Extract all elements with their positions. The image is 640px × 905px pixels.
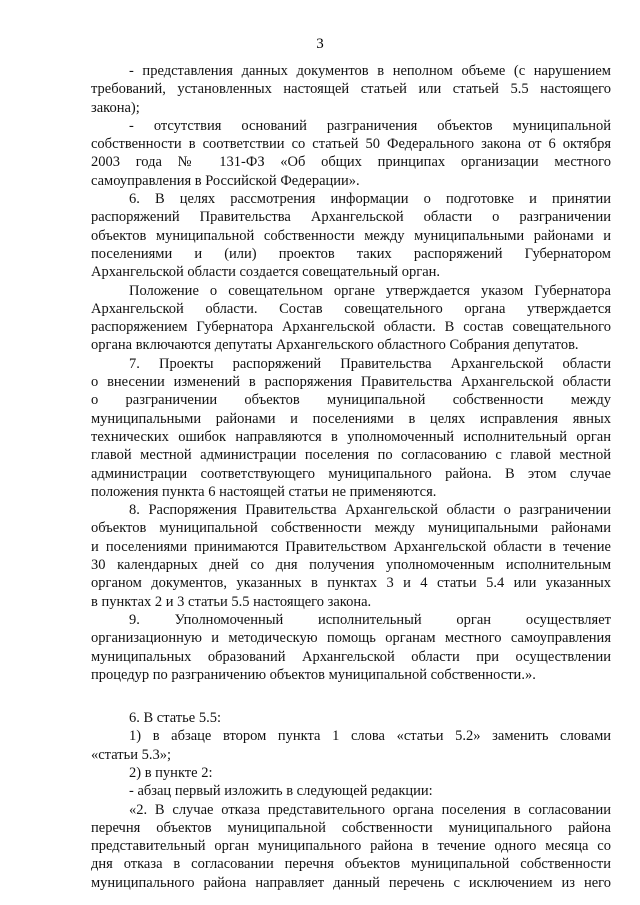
text-line: распоряжением Губернатора Архангельской области. В состав совещательного [91,319,611,336]
text-line: 9. Уполномоченный исполнительный орган осуществляет [129,611,611,628]
text-line: Архангельской области создается совещательный орган. [91,264,441,281]
text-line: распоряжений Правительства Архангельской области о разграничении [91,209,611,226]
text-line: 8. Распоряжения Правительства Архангельской области о разграничении [129,502,611,519]
text-line: в пунктах 2 и 3 статьи 5.5 настоящего закона. [91,593,372,610]
text-line: главой местной администрации поселения по согласованию с главой местной [91,447,611,464]
text-line: муниципальных образований Архангельской области при осуществлении [91,648,611,665]
text-line: муниципального района направляет данный перечень с исключением из него [91,874,611,891]
text-line: процедур по разграничению объектов муниципальной собственности.». [91,666,536,683]
text-line: представительный орган муниципального района в течение одного месяца со [91,838,611,855]
text-line: и поселениями принимаются Правительством Архангельской области в течение [91,538,611,555]
text-line: объектов муниципальной собственности между муниципальными районами и [91,227,611,244]
text-line: администрации соответствующего муниципального района. В этом случае [91,465,611,482]
text-line: «статьи 5.3»; [91,746,171,763]
text-line: Архангельской области. Состав совещательного органа утверждается [91,300,611,317]
text-line: перечня объектов муниципальной собственности муниципального района [91,819,611,836]
text-line: о разграничении объектов муниципальной собственности между [91,392,611,409]
text-line: объектов муниципальной собственности между муниципальными районами [91,520,611,537]
text-line: закона); [91,99,140,116]
text-line: органом документов, указанных в пунктах 3 и 4 статьи 5.4 или указанных [91,575,611,592]
paragraph-gap [91,684,611,709]
text-line: - представления данных документов в неполном объеме (с нарушением [129,63,611,79]
text-line: дня отказа в согласовании перечня объектов муниципальной собственности [91,856,611,873]
text-line: 7. Проекты распоряжений Правительства Архангельской области [129,355,611,372]
text-line: «2. В случае отказа представительного органа поселения в согласовании [129,801,611,818]
text-line: 1) в абзаце втором пункта 1 слова «статьи 5.2» заменить словами [129,728,611,745]
text-line: самоуправления в Российской Федерации». [91,172,360,189]
text-line: 2) в пункте 2: [129,764,213,781]
text-line: - отсутствия оснований разграничения объектов муниципальной [129,117,611,134]
text-line: Положение о совещательном органе утверждается указом Губернатора [129,282,611,299]
document-body [91,62,611,892]
text-line: 6. В целях рассмотрения информации о подготовке и принятии [129,191,611,208]
text-line: органа включаются депутаты Архангельского областного Собрания депутатов. [91,337,579,354]
text-line: поселениями и (или) проектов таких распоряжений Губернатором [91,245,611,262]
text-line: технических ошибок направляются в уполномоченный исполнительный орган [91,428,611,445]
text-line: о внесении изменений в распоряжения Правительства Архангельской области [91,374,611,391]
text-line: 6. В статье 5.5: [129,710,221,727]
text-line: муниципальными районами и поселениями в целях исправления явных [91,410,611,427]
text-line: собственности в соответствии со статьей 50 Федерального закона от 6 октября [91,136,611,153]
text-line: положения пункта 6 настоящей статьи не применяются. [91,483,437,500]
text-line: - абзац первый изложить в следующей редакции: [129,783,433,800]
text-line: требований, установленных настоящей статьей или статьей 5.5 настоящего [91,81,611,98]
page-number: 3 [316,36,324,52]
text-line: 2003 года № 131-ФЗ «Об общих принципах организации местного [91,154,611,171]
text-line: 30 календарных дней со дня получения уполномоченным исполнительным [91,557,611,574]
text-line: организационную и методическую помощь органам местного самоуправления [91,630,611,647]
